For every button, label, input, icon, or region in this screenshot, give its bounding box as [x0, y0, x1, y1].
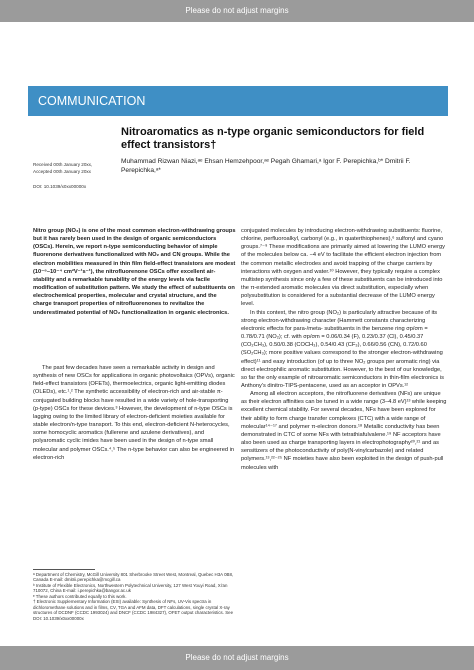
footnote-esi: † Electronic Supplementary Information (ESI) available: Synthesis of NFs, UV-Vis spectra in dichloromethane solutions and in films, CV, TGA and AFM data, DFT calculations, single crystal X-ray structures of DCDNF (CCDC 1993024) and DNCF (CCDC 1984327), OFET output characteristics. See DOI: 10.1039/x0xx00000x: [33, 599, 234, 621]
right-column: [241, 227, 447, 472]
body-paragraph: In this context, the nitro group (NO₂) is particularly attractive because of its strong electron-withdrawing character (Hammett constants characterizing electronic effects for para-/meta- substituents in the benzene ring σp/σm = 0.78/0.71 (NO₂); cf. with σp/σm = 0.06/0.34 (F), 0.23/0.37 (Cl), 0.45/0.37 (CO₂CH₃), 0.50/0.38 (COCH₃), 0.54/0.43 (CF₃), 0.66/0.56 (CN), 0.72/0.60 (SO₂CH₃); more positive values correspond to the stronger electron-withdrawing effect)¹¹ and easy introduction (of up to three NO₂ groups per aromatic ring) via direct electrophilic aromatic substitution. However, to the best of our knowledge, so far the only example of nitroaromatic semiconductors in thin-film electronics is Anthony's dinitro-TIPS-pentacene, used as an acceptor in OPVs.¹²: [241, 309, 444, 389]
doi: DOI: 10.1039/x0xx00000x: [33, 184, 87, 189]
left-column: [33, 364, 236, 462]
received-date: Received 00th January 20xx,: [33, 162, 93, 167]
author-list: Muhammad Rizwan Niazi,ᵃᵉ Ehsan Hemzehpoor,ᵃᵉ Pegah Ghamari,ᵃ Igor F. Perepichka,ᵇ* Dmitrii F. Perepichka,ᵃ*: [121, 158, 411, 174]
bottom-margin-banner: Please do not adjust margins: [0, 646, 474, 670]
section-banner: COMMUNICATION: [28, 86, 448, 116]
article-title: Nitroaromatics as n-type organic semiconductors for field effect transistors†: [121, 126, 425, 151]
body-paragraph: The past few decades have seen a remarkable activity in design and synthesis of new OSCs for applications in organic photovoltaics (OPVs), organic field-effect transistors (OFETs), thermoelectrics, organic light-emitting diodes (OLEDs), etc.¹,² The synthetic accessibility of electron-rich and air-stable π-conjugated building blocks have resulted in a wide variety of hole-transporting (p-type) OSCs for these devices.³ However, the development of n-type OSCs is lagging owing to the limited library of electron-deficient moieties available for stable electron/n-type transport. To this end, electron-deficient N-heterocycles, some homocyclic aromatics (fullerene and azulene derivatives), and polyaromatic cyclic imides have been used in the design of n-type small molecular and polymer OSCs.⁴,⁵ The n-type behavior can also be engineered in electron-rich: [33, 365, 235, 461]
top-margin-banner: Please do not adjust margins: [0, 0, 474, 22]
footnote-affiliation-b: ᵇ Institute of Flexible Electronics, Northwestern Polytechnical University, 127 West Youyi Road, Xi'an 710072, China E-mail: i.perepichka@bangor.ac.uk: [33, 582, 228, 594]
footnote-equal-contribution: ᵉ These authors contributed equally to this work.: [33, 593, 127, 599]
body-paragraph: conjugated molecules by introducing electron-withdrawing substituents: fluorine, chlorine, perfluoroalkyl, carbonyl (e.g., in quaterthiophenes),⁶ sulfonyl and cyano groups.⁷⁻⁹ These modifications are primarily aimed at lowering the LUMO energy of the molecules below ca. −4 eV to facilitate the efficient electron injection from the common metallic electrodes and avoid trapping of the charge carriers by interactions with oxygen and water.¹⁰ However, they typically require a complex multistep synthesis since only a few of these substituents can be introduced into the π-extended aromatic molecules via direct substitution, especially when polysubstitution is considered for a substantial decrease of the LUMO energy level.: [241, 228, 446, 308]
body-paragraph: Among all electron acceptors, the nitrofluorene derivatives (NFs) are unique as their electron affinities can be tuned in a wide range (3–4.8 eV)¹³ while keeping excellent chemical stability. For several decades, NFs have been explored for their ability to form charge transfer complexes (CTC) with a wide range of molecular¹⁴⁻¹⁷ and polymer π-electron donors.¹⁸ Metallic conductivity has been demonstrated in CTC of some NFs with tetrathiafulvalene.¹⁹ NF acceptors have also been used as charge transporting layers in electrophotography²⁰,²¹ and as sensitizers of the photoconductivity of poly(N-vinylcarbazole) and related polymers.¹³,²²⁻²⁵ NF moieties have also been exploited in the design of push-pull molecules with: [241, 391, 447, 471]
footnote-rule: [33, 569, 95, 570]
accepted-date: Accepted 00th January 20xx: [33, 169, 91, 174]
footnote-affiliation-a: ᵃ Department of Chemistry, McGill University 801 Sherbrooke Street West, Montreal, Quebec H3A 0B8, Canada E-mail: dmitrii.perepichka@mcgill.ca: [33, 572, 234, 583]
abstract: Nitro group (NO₂) is one of the most common electron-withdrawing groups but it has rarely been used in the design of organic semiconductors (OSCs). Herein, we report n-type semiconducting behavior of simple fluorenone derivatives functionalized with NO₂ and CN groups. While the electron mobilities measured in thin film field-effect transistors are modest (10⁻⁶–10⁻⁴ cm²V⁻¹s⁻¹), the nitrofluorenone OSCs offer excellent air-stability and a remarkable tunability of the energy levels via facile modification of substitution pattern. We study the effect of substituents on electrochemical properties, molecular and crystal structure, and the charge transport properties of nitrofluorenones to revitalize the underestimated potential of NO₂ functionalization in organic electronics.: [33, 228, 236, 316]
footnotes: [33, 572, 236, 621]
